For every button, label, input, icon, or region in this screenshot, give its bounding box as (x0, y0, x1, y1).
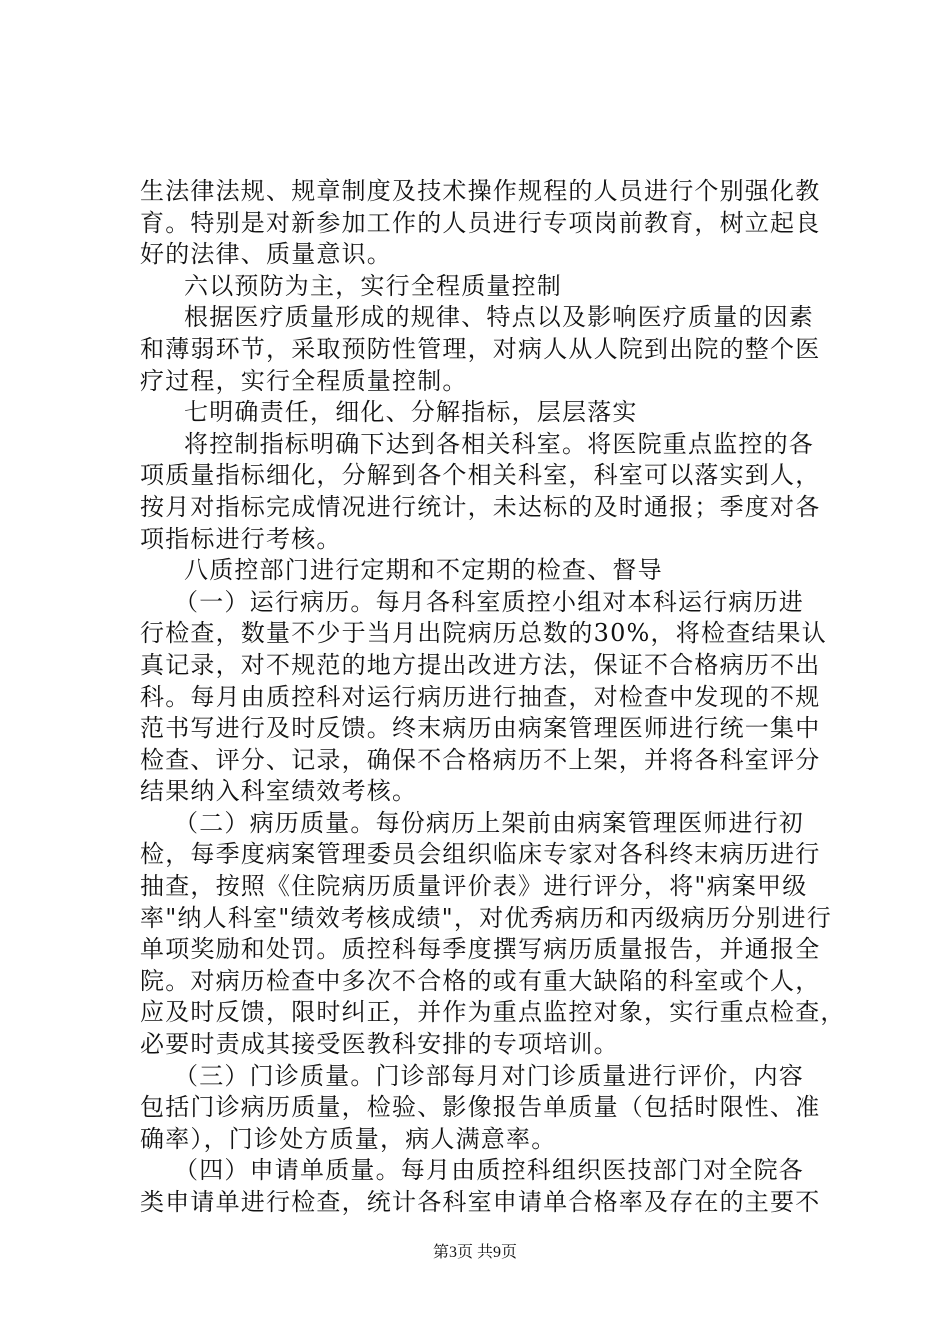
text-line: 好的法律、质量意识。 (140, 240, 392, 269)
text-line: 率"纳人科室"绩效考核成绩"，对优秀病历和丙级病历分别进行 (140, 903, 832, 932)
text-line: 真记录，对不规范的地方提出改进方法，保证不合格病历不出 (140, 650, 821, 679)
text-line: 单项奖励和处罚。质控科每季度撰写病历质量报告，并通报全 (140, 935, 821, 964)
text-line: 按月对指标完成情况进行统计，未达标的及时通报；季度对各 (140, 492, 821, 521)
text-line: 生法律法规、规章制度及技术操作规程的人员进行个别强化教 (140, 177, 821, 205)
paragraph-start: （一）运行病历。每月各科室质控小组对本科运行病历进 (174, 587, 804, 616)
text-line: 项质量指标细化，分解到各个相关科室，科室可以落实到人， (140, 461, 821, 490)
text-line: 抽查，按照《住院病历质量评价表》进行评分，将"病案甲级 (140, 872, 808, 901)
text-line: 项指标进行考核。 (140, 524, 342, 553)
section-heading: 七明确责任，细化、分解指标，层层落实 (184, 398, 638, 427)
paragraph-start: 根据医疗质量形成的规律、特点以及影响医疗质量的因素 (184, 303, 814, 332)
document-body (140, 176, 846, 1219)
text-line: 科。每月由质控科对运行病历进行抽查，对检查中发现的不规 (140, 682, 821, 711)
paragraph-start: （三）门诊质量。门诊部每月对门诊质量进行评价，内容 (174, 1061, 804, 1090)
text-line: 检查、评分、记录，确保不合格病历不上架，并将各科室评分 (140, 745, 821, 774)
text-line: 和薄弱环节，采取预防性管理，对病人从人院到出院的整个医 (140, 334, 821, 363)
text-line: 结果纳入科室绩效考核。 (140, 777, 418, 806)
text-line: 确率），门诊处方质量，病人满意率。 (140, 1124, 557, 1153)
text-line: 必要时责成其接受医教科安排的专项培训。 (140, 1030, 619, 1059)
paragraph-start: （二）病历质量。每份病历上架前由病案管理医师进行初 (174, 808, 804, 837)
text-line: 范书写进行及时反馈。终末病历由病案管理医师进行统一集中 (140, 714, 821, 743)
text-line: 院。对病历检查中多次不合格的或有重大缺陷的科室或个人， (140, 966, 821, 995)
text-line: 疗过程，实行全程质量控制。 (140, 366, 468, 395)
section-heading: 六以预防为主，实行全程质量控制 (184, 271, 562, 300)
text-line: 行检查，数量不少于当月出院病历总数的30%，将检查结果认 (140, 619, 827, 648)
text-line: 育。特别是对新参加工作的人员进行专项岗前教育，树立起良 (140, 208, 821, 237)
page-footer: 第3页 共9页 (432, 1244, 517, 1261)
text-line: 类申请单进行检查，统计各科室申请单合格率及存在的主要不 (140, 1188, 821, 1216)
text-line: 检，每季度病案管理委员会组织临床专家对各科终末病历进行 (140, 840, 821, 869)
paragraph-start: （四）申请单质量。每月由质控科组织医技部门对全院各 (174, 1156, 804, 1185)
text-line: 包括门诊病历质量，检验、影像报告单质量（包括时限性、准 (140, 1093, 821, 1122)
paragraph-start: 将控制指标明确下达到各相关科室。将医院重点监控的各 (184, 429, 814, 458)
section-heading: 八质控部门进行定期和不定期的检查、督导 (184, 556, 663, 585)
text-line: 应及时反馈，限时纠正，并作为重点监控对象，实行重点检查， (140, 998, 846, 1027)
